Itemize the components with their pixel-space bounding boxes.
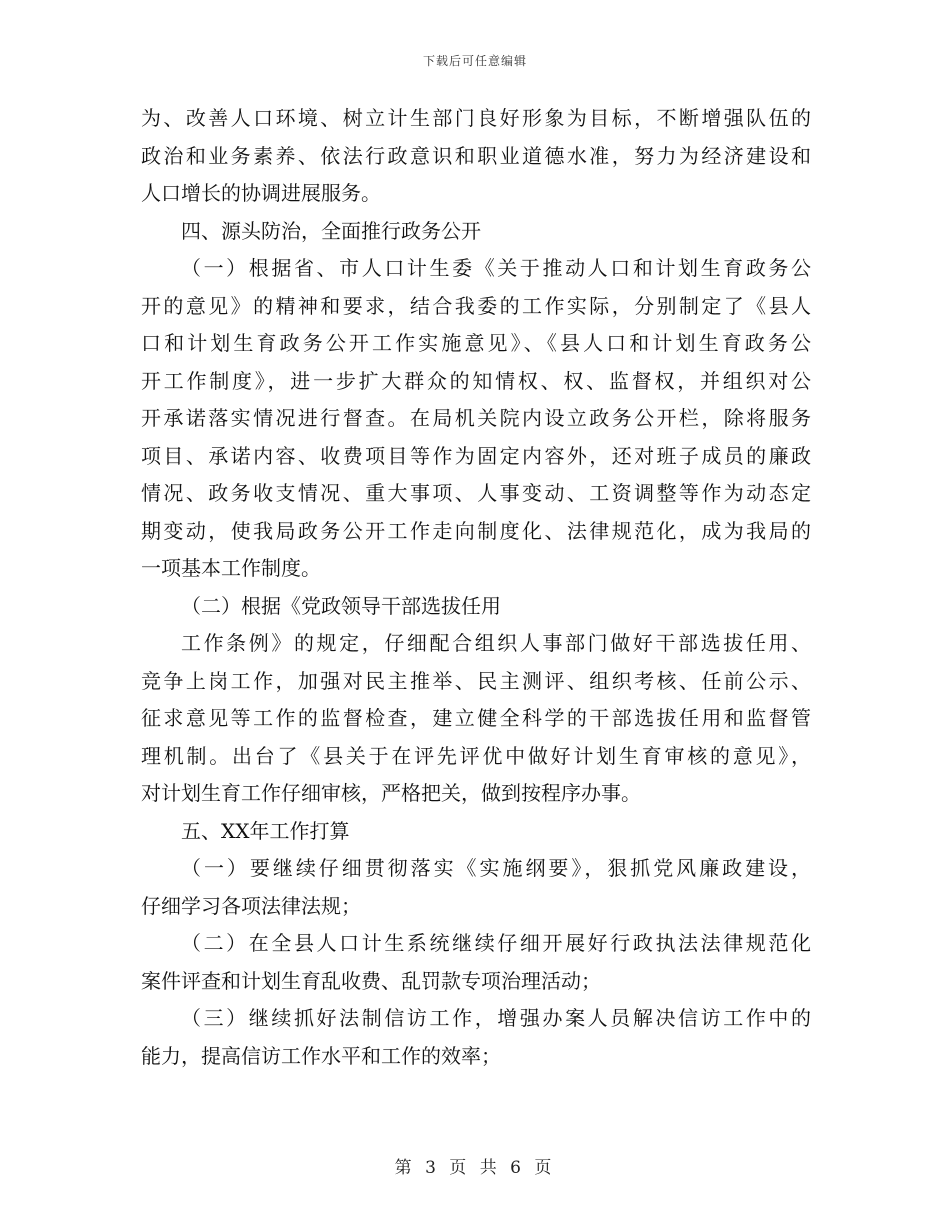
text-line: 开的意见》的精神和要求，结合我委的工作实际，分别制定了《县人 <box>141 293 811 318</box>
page-number-footer: 第 3 页 共 6 页 <box>394 1158 556 1178</box>
text-line: （二）根据《党政领导干部选拔任用 <box>181 593 501 618</box>
text-line: 四、源头防治，全面推行政务公开 <box>181 218 481 243</box>
text-line: 期变动，使我局政务公开工作走向制度化、法律规范化，成为我局的 <box>141 518 811 543</box>
text-line: 人口增长的协调进展服务。 <box>141 181 381 205</box>
text-line: 一项基本工作制度。 <box>141 556 321 580</box>
text-line: 案件评查和计划生育乱收费、乱罚款专项治理活动； <box>141 968 601 993</box>
text-line: 为、改善人口环境、树立计生部门良好形象为目标，不断增强队伍的 <box>141 106 811 130</box>
text-line: 理机制。出台了《县关于在评先评优中做好计划生育审核的意见》， <box>141 743 811 768</box>
text-line: 五、XX年工作打算 <box>181 818 350 843</box>
text-line: 仔细学习各项法律法规； <box>141 893 361 918</box>
text-line: （一）要继续仔细贯彻落实《实施纲要》，狠抓党风廉政建设， <box>181 856 811 880</box>
text-line: 开承诺落实情况进行督查。在局机关院内设立政务公开栏，除将服务 <box>141 406 811 430</box>
text-line: （三）继续抓好法制信访工作，增强办案人员解决信访工作中的 <box>181 1006 811 1030</box>
text-line: 对计划生育工作仔细审核，严格把关，做到按程序办事。 <box>141 781 641 805</box>
text-line: 开工作制度》，进一步扩大群众的知情权、权、监督权，并组织对公 <box>141 368 811 393</box>
document-body <box>141 100 811 1075</box>
text-line: 竞争上岗工作，加强对民主推举、民主测评、组织考核、任前公示、 <box>141 668 811 693</box>
text-line: 口和计划生育政务公开工作实施意见》、《县人口和计划生育政务公 <box>141 331 811 355</box>
text-line: （二）在全县人口计生系统继续仔细开展好行政执法法律规范化 <box>181 931 811 955</box>
text-line: 情况、政务收支情况、重大事项、人事变动、工资调整等作为动态定 <box>141 481 811 505</box>
text-line: 政治和业务素养、依法行政意识和职业道德水准，努力为经济建设和 <box>141 143 811 168</box>
text-line: 征求意见等工作的监督检查，建立健全科学的干部选拔任用和监督管 <box>141 706 811 730</box>
text-line: 项目、承诺内容、收费项目等作为固定内容外，还对班子成员的廉政 <box>141 443 811 468</box>
text-line: 能力，提高信访工作水平和工作的效率； <box>141 1043 501 1068</box>
text-line: 工作条例》的规定，仔细配合组织人事部门做好干部选拔任用、 <box>181 631 811 655</box>
text-line: （一）根据省、市人口计生委《关于推动人口和计划生育政务公 <box>181 256 811 280</box>
page-header: 下载后可任意编辑 <box>422 54 527 68</box>
